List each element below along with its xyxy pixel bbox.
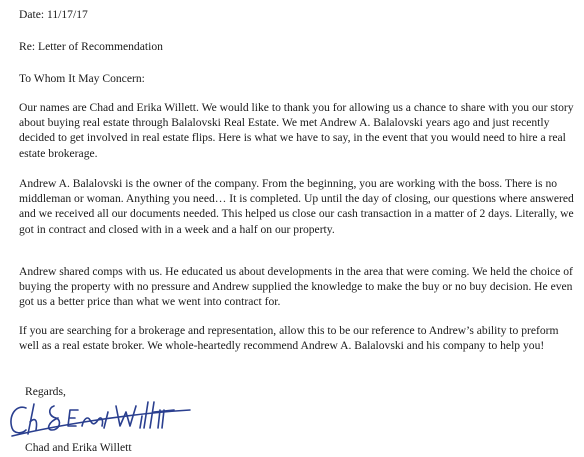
letter-paragraph: If you are searching for a brokerage and representation, allow this to be our reference to Andrew’s ability to preform well as a real estate broker. We whole-heartedly recommend Andrew A. Balalovski and his company to help you!	[19, 324, 559, 353]
signature-strokes	[11, 402, 190, 436]
letter-subject: Re: Letter of Recommendation	[19, 40, 163, 53]
letter-paragraph: Our names are Chad and Erika Willett. We would like to thank you for allowing us a chance to share with you our story about buying real estate through Balalovski Real Estate. We met Andrew A. Balalovski years ago and just recently decided to get involved in real estate flips. Here is what we have to say, in the event that you would need to hire a real estate brokerage.	[19, 101, 574, 160]
letter-paragraph: Andrew shared comps with us. He educated us about developments in the area that were coming. We held the choice of buying the property with no pressure and Andrew supplied the knowledge to make the buy or no buy decision. He even got us a better price than what we went into contract for.	[19, 265, 573, 309]
handwritten-signature	[4, 396, 194, 442]
signatory-name: Chad and Erika Willett	[25, 441, 132, 454]
letter-paragraph: Andrew A. Balalovski is the owner of the company. From the beginning, you are working with the boss. There is no middleman or woman. Anything you need… It is completed. Up until the day of closing, our questions where answered and we received all our documents needed. This helped us close our cash transaction in a matter of 2 days. Literally, we got in contract and closed with in a week and a half on our property.	[19, 177, 574, 236]
letter-salutation: To Whom It May Concern:	[19, 72, 145, 85]
letter-closing: Regards,	[25, 385, 66, 398]
letter-date: Date: 11/17/17	[19, 8, 88, 21]
